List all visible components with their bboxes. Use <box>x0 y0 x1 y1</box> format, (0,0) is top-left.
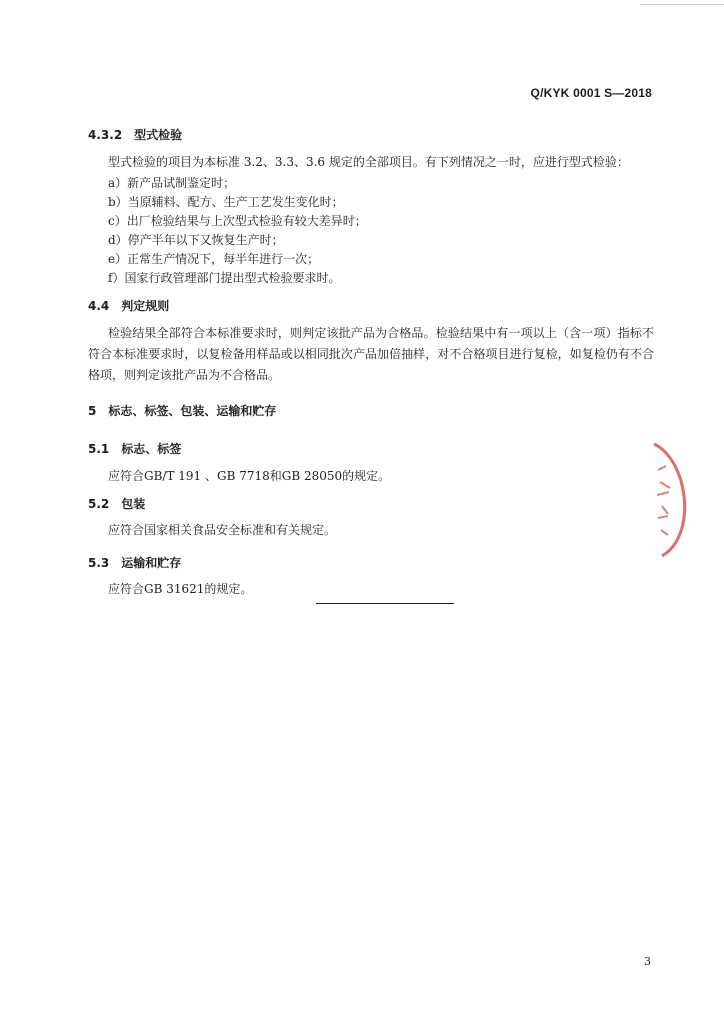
list-item: a）新产品试制鉴定时； <box>108 176 236 190</box>
paragraph-transport-storage: 应符合GB 31621的规定。 <box>108 582 253 596</box>
heading-number: 4.3.2 <box>88 128 123 142</box>
heading-title: 包装 <box>121 497 146 511</box>
heading-5-1 <box>88 440 181 457</box>
heading-title: 标志、标签 <box>121 442 182 456</box>
heading-5-3 <box>88 554 181 571</box>
list-item: d）停产半年以下又恢复生产时； <box>108 233 284 247</box>
list-item: c）出厂检验结果与上次型式检验有较大差异时； <box>108 214 367 228</box>
heading-number: 5.2 <box>88 497 110 511</box>
scan-edge-line <box>640 4 724 5</box>
heading-4-3-2 <box>88 126 182 143</box>
heading-5-2 <box>88 495 145 512</box>
paragraph-labeling: 应符合GB/T 191 、GB 7718和GB 28050的规定。 <box>108 469 391 483</box>
seal-stamp-icon <box>648 440 696 560</box>
standard-code: Q/KYK 0001 S—2018 <box>530 86 652 100</box>
heading-4-4 <box>88 297 169 314</box>
heading-title: 标志、标签、包装、运输和贮存 <box>108 404 277 418</box>
list-item: e）正常生产情况下，每半年进行一次； <box>108 252 320 266</box>
paragraph-packaging: 应符合国家相关食品安全标准和有关规定。 <box>108 523 337 537</box>
heading-5 <box>88 402 276 419</box>
paragraph-judgement-rules: 检验结果全部符合本标准要求时，则判定该批产品为合格品。检验结果中有一项以上（含一项）指标不符合本标准要求时，以复检备用样品或以相同批次产品加倍抽样，对不合格项目进行复检，如复检仍有不合格项，则判定该批产品为不合格品。 <box>88 326 654 382</box>
paragraph-type-test-intro: 型式检验的项目为本标准 3.2、3.3、3.6 规定的全部项目。有下列情况之一时，应进行型式检验： <box>108 155 629 169</box>
heading-title: 型式检验 <box>134 128 183 142</box>
list-item: b）当原辅料、配方、生产工艺发生变化时； <box>108 195 344 209</box>
heading-title: 判定规则 <box>121 299 170 313</box>
end-of-text-rule <box>316 603 454 604</box>
heading-number: 5.1 <box>88 442 110 456</box>
page-number: 3 <box>644 955 651 968</box>
heading-title: 运输和贮存 <box>121 556 182 570</box>
heading-number: 5 <box>88 404 97 418</box>
heading-number: 4.4 <box>88 299 110 313</box>
list-item: f）国家行政管理部门提出型式检验要求时。 <box>108 271 341 285</box>
heading-number: 5.3 <box>88 556 110 570</box>
